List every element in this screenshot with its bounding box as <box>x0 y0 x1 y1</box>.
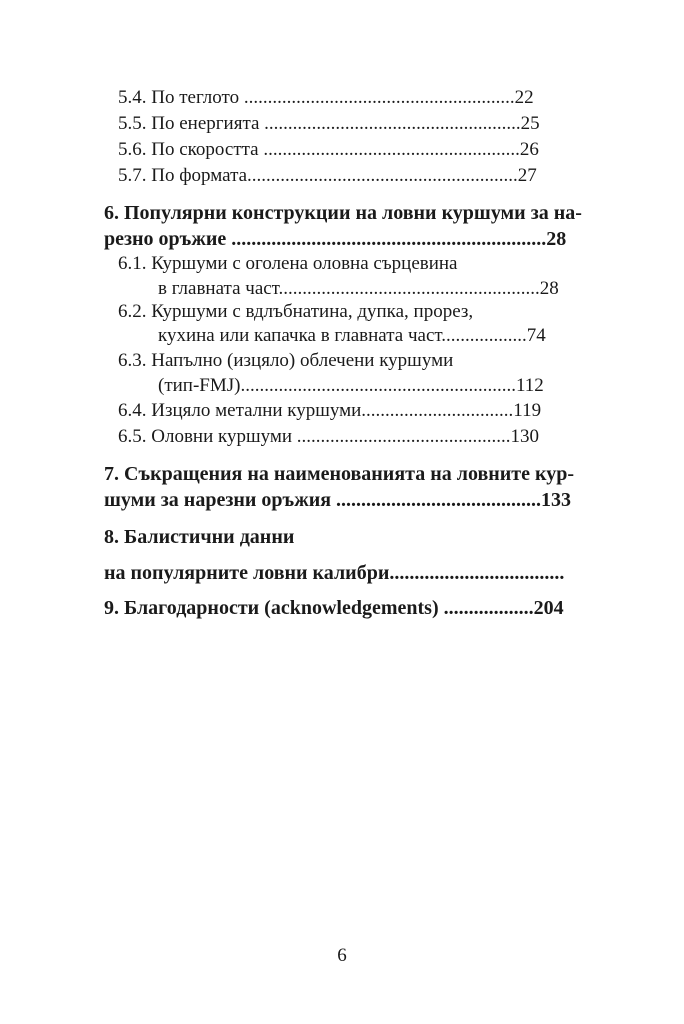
toc-entry-6-4: 6.4. Изцяло метални куршуми................................119 <box>118 400 542 421</box>
toc-entry-6-1-line2: в главната част.......................................................28 <box>158 278 559 299</box>
toc-heading-8-line2: на популярните ловни калибри................................... <box>104 562 565 584</box>
page-number: 6 <box>337 945 347 966</box>
toc-entry-5-4: 5.4. По теглото .........................................................22 <box>118 87 534 108</box>
toc-entry-6-1-line1: 6.1. Куршуми с оголена оловна сърцевина <box>118 253 458 274</box>
toc-entry-6-5: 6.5. Оловни куршуми .............................................130 <box>118 426 540 447</box>
toc-entry-6-2-line2: кухина или капачка в главната част..................74 <box>158 325 546 346</box>
toc-entry-6-3-line1: 6.3. Напълно (изцяло) облечени куршуми <box>118 350 454 371</box>
toc-heading-6-line1: 6. Популярни конструкции на ловни куршуми за на- <box>104 202 582 224</box>
toc-heading-7-line1: 7. Съкращения на наименованията на ловните кур- <box>104 463 575 485</box>
toc-entry-5-6: 5.6. По скоростта ......................................................26 <box>118 139 539 160</box>
toc-heading-6-line2: резно оръжие ...............................................................28 <box>104 228 567 250</box>
toc-heading-7-line2: шуми за нарезни оръжия .........................................133 <box>104 489 572 511</box>
toc-heading-9: 9. Благодарности (acknowledgements) ..................204 <box>104 597 564 619</box>
toc-entry-6-3-line2: (тип-FMJ)..........................................................112 <box>158 375 544 396</box>
toc-entry-5-7: 5.7. По формата.........................................................27 <box>118 165 537 186</box>
toc-entry-6-2-line1: 6.2. Куршуми с вдлъбнатина, дупка, прорез, <box>118 301 474 322</box>
toc-entry-5-5: 5.5. По енергията ......................................................25 <box>118 113 540 134</box>
toc-heading-8-line1: 8. Балистични данни <box>104 526 295 548</box>
